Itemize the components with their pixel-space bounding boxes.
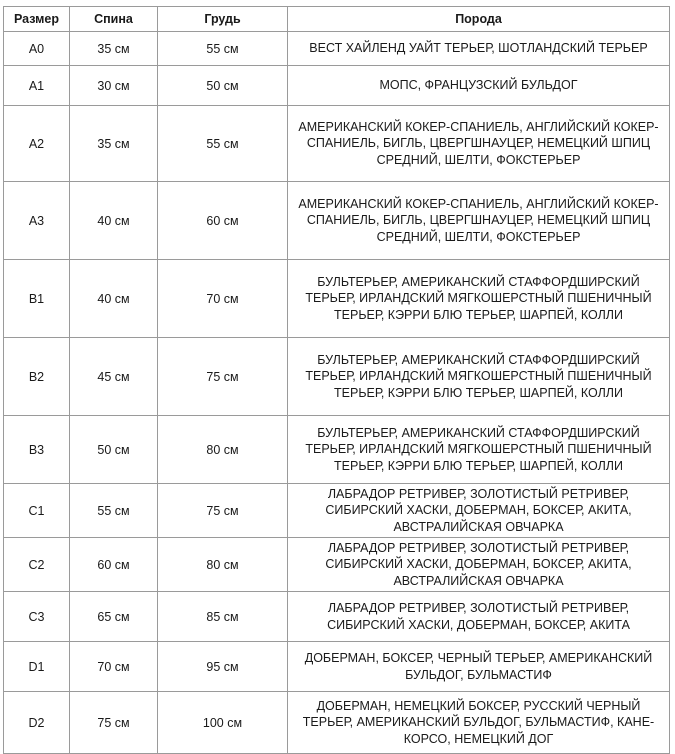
header-size: Размер bbox=[4, 7, 70, 32]
cell-size: C1 bbox=[4, 484, 70, 538]
cell-back: 45 см bbox=[70, 338, 158, 416]
cell-size: D1 bbox=[4, 642, 70, 692]
cell-size: C2 bbox=[4, 538, 70, 592]
cell-breed: БУЛЬТЕРЬЕР, АМЕРИКАНСКИЙ СТАФФОРДШИРСКИЙ ТЕРЬЕР, ИРЛАНДСКИЙ МЯГКОШЕРСТНЫЙ ПШЕНИЧНЫЙ ТЕРЬЕР, КЭРРИ БЛЮ ТЕРЬЕР, ШАРПЕЙ, КОЛЛИ bbox=[288, 416, 670, 484]
cell-back: 70 см bbox=[70, 642, 158, 692]
cell-breed: ЛАБРАДОР РЕТРИВЕР, ЗОЛОТИСТЫЙ РЕТРИВЕР, СИБИРСКИЙ ХАСКИ, ДОБЕРМАН, БОКСЕР, АКИТА, АВСТРАЛИЙСКАЯ ОВЧАРКА bbox=[288, 484, 670, 538]
cell-chest: 95 см bbox=[158, 642, 288, 692]
cell-size: C3 bbox=[4, 592, 70, 642]
cell-chest: 55 см bbox=[158, 106, 288, 182]
cell-chest: 100 см bbox=[158, 692, 288, 754]
header-breed: Порода bbox=[288, 7, 670, 32]
cell-chest: 70 см bbox=[158, 260, 288, 338]
table-header-row bbox=[4, 7, 670, 32]
header-back: Спина bbox=[70, 7, 158, 32]
cell-breed: АМЕРИКАНСКИЙ КОКЕР-СПАНИЕЛЬ, АНГЛИЙСКИЙ КОКЕР-СПАНИЕЛЬ, БИГЛЬ, ЦВЕРГШНАУЦЕР, НЕМЕЦКИЙ ШПИЦ СРЕДНИЙ, ШЕЛТИ, ФОКСТЕРЬЕР bbox=[288, 106, 670, 182]
cell-back: 55 см bbox=[70, 484, 158, 538]
table-row bbox=[4, 538, 670, 592]
cell-chest: 50 см bbox=[158, 66, 288, 106]
cell-breed: ЛАБРАДОР РЕТРИВЕР, ЗОЛОТИСТЫЙ РЕТРИВЕР, СИБИРСКИЙ ХАСКИ, ДОБЕРМАН, БОКСЕР, АКИТА bbox=[288, 592, 670, 642]
cell-breed: ЛАБРАДОР РЕТРИВЕР, ЗОЛОТИСТЫЙ РЕТРИВЕР, СИБИРСКИЙ ХАСКИ, ДОБЕРМАН, БОКСЕР, АКИТА, АВСТРАЛИЙСКАЯ ОВЧАРКА bbox=[288, 538, 670, 592]
table-row bbox=[4, 484, 670, 538]
table-row bbox=[4, 106, 670, 182]
cell-back: 75 см bbox=[70, 692, 158, 754]
cell-breed: МОПС, ФРАНЦУЗСКИЙ БУЛЬДОГ bbox=[288, 66, 670, 106]
table-row bbox=[4, 32, 670, 66]
cell-back: 60 см bbox=[70, 538, 158, 592]
cell-breed: ВЕСТ ХАЙЛЕНД УАЙТ ТЕРЬЕР, ШОТЛАНДСКИЙ ТЕРЬЕР bbox=[288, 32, 670, 66]
cell-size: A2 bbox=[4, 106, 70, 182]
table-body bbox=[4, 32, 670, 754]
table-row bbox=[4, 692, 670, 754]
cell-chest: 60 см bbox=[158, 182, 288, 260]
cell-size: B1 bbox=[4, 260, 70, 338]
cell-size: A3 bbox=[4, 182, 70, 260]
table-row bbox=[4, 592, 670, 642]
cell-breed: АМЕРИКАНСКИЙ КОКЕР-СПАНИЕЛЬ, АНГЛИЙСКИЙ КОКЕР-СПАНИЕЛЬ, БИГЛЬ, ЦВЕРГШНАУЦЕР, НЕМЕЦКИЙ ШПИЦ СРЕДНИЙ, ШЕЛТИ, ФОКСТЕРЬЕР bbox=[288, 182, 670, 260]
cell-breed: БУЛЬТЕРЬЕР, АМЕРИКАНСКИЙ СТАФФОРДШИРСКИЙ ТЕРЬЕР, ИРЛАНДСКИЙ МЯГКОШЕРСТНЫЙ ПШЕНИЧНЫЙ ТЕРЬЕР, КЭРРИ БЛЮ ТЕРЬЕР, ШАРПЕЙ, КОЛЛИ bbox=[288, 260, 670, 338]
cell-chest: 75 см bbox=[158, 484, 288, 538]
cell-chest: 55 см bbox=[158, 32, 288, 66]
table-row bbox=[4, 642, 670, 692]
cell-back: 40 см bbox=[70, 182, 158, 260]
header-chest: Грудь bbox=[158, 7, 288, 32]
cell-size: B3 bbox=[4, 416, 70, 484]
table-row bbox=[4, 338, 670, 416]
cell-back: 50 см bbox=[70, 416, 158, 484]
table-row bbox=[4, 182, 670, 260]
cell-chest: 85 см bbox=[158, 592, 288, 642]
cell-back: 65 см bbox=[70, 592, 158, 642]
cell-chest: 75 см bbox=[158, 338, 288, 416]
table-row bbox=[4, 66, 670, 106]
cell-size: D2 bbox=[4, 692, 70, 754]
cell-back: 30 см bbox=[70, 66, 158, 106]
cell-size: A1 bbox=[4, 66, 70, 106]
size-table bbox=[3, 6, 670, 754]
cell-breed: ДОБЕРМАН, НЕМЕЦКИЙ БОКСЕР, РУССКИЙ ЧЕРНЫЙ ТЕРЬЕР, АМЕРИКАНСКИЙ БУЛЬДОГ, БУЛЬМАСТИФ, КАНЕ-КОРСО, НЕМЕЦКИЙ ДОГ bbox=[288, 692, 670, 754]
table-row bbox=[4, 416, 670, 484]
cell-size: B2 bbox=[4, 338, 70, 416]
cell-size: A0 bbox=[4, 32, 70, 66]
table-row bbox=[4, 260, 670, 338]
cell-breed: БУЛЬТЕРЬЕР, АМЕРИКАНСКИЙ СТАФФОРДШИРСКИЙ ТЕРЬЕР, ИРЛАНДСКИЙ МЯГКОШЕРСТНЫЙ ПШЕНИЧНЫЙ ТЕРЬЕР, КЭРРИ БЛЮ ТЕРЬЕР, ШАРПЕЙ, КОЛЛИ bbox=[288, 338, 670, 416]
cell-back: 35 см bbox=[70, 106, 158, 182]
cell-back: 40 см bbox=[70, 260, 158, 338]
cell-chest: 80 см bbox=[158, 538, 288, 592]
cell-breed: ДОБЕРМАН, БОКСЕР, ЧЕРНЫЙ ТЕРЬЕР, АМЕРИКАНСКИЙ БУЛЬДОГ, БУЛЬМАСТИФ bbox=[288, 642, 670, 692]
cell-back: 35 см bbox=[70, 32, 158, 66]
cell-chest: 80 см bbox=[158, 416, 288, 484]
